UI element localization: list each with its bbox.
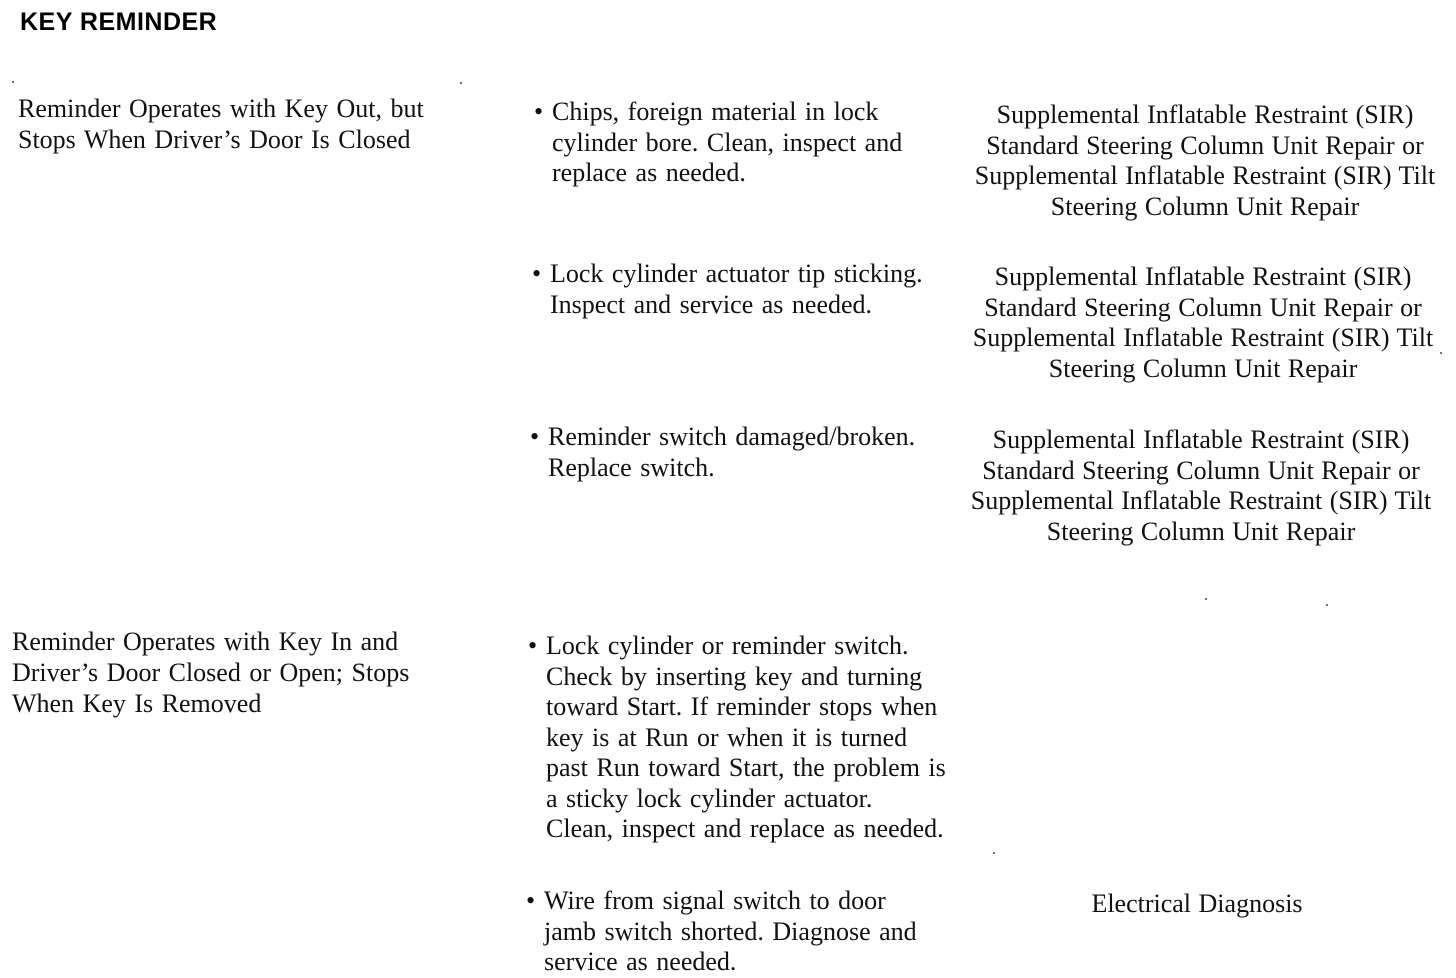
bullet: •: [526, 886, 536, 915]
cause-item: [530, 422, 950, 483]
cause-text: Lock cylinder actuator tip sticking. Inspect and service as needed.: [550, 259, 923, 319]
cause-item: [534, 97, 954, 189]
page-title: KEY REMINDER: [20, 8, 218, 36]
condition-text: Reminder Operates with Key In and Driver’s Door Closed or Open; Stops When Key Is Removed: [12, 627, 410, 718]
scan-speck: [1440, 352, 1442, 354]
condition-text: Reminder Operates with Key Out, but Stops When Driver’s Door Is Closed: [18, 94, 424, 154]
cause-text: Lock cylinder or reminder switch. Check by inserting key and turning toward Start. If reminder stops when key is at Run or when it is turned past Run toward Start, the problem is a sticky lock cylinder actuator. Clean, inspect and replace as needed.: [546, 631, 946, 843]
cause-text: Wire from signal switch to door jamb switch shorted. Diagnose and service as needed.: [544, 886, 917, 976]
cause-item: [532, 259, 952, 320]
bullet: •: [534, 97, 544, 126]
scan-speck: [460, 82, 462, 84]
reference-text: Supplemental Inflatable Restraint (SIR) Standard Steering Column Unit Repair or Supplemental Inflatable Restraint (SIR) Tilt Steering Column Unit Repair: [970, 425, 1432, 546]
scan-speck: [1326, 604, 1328, 606]
bullet: •: [532, 259, 542, 288]
reference-text: Electrical Diagnosis: [1091, 889, 1303, 918]
cause-text: Chips, foreign material in lock cylinder bore. Clean, inspect and replace as needed.: [552, 97, 903, 187]
cause-item: [528, 631, 948, 845]
scan-speck: [993, 852, 995, 854]
cause-text: Reminder switch damaged/broken. Replace switch.: [548, 422, 916, 482]
reference-text: Supplemental Inflatable Restraint (SIR) Standard Steering Column Unit Repair or Supplemental Inflatable Restraint (SIR) Tilt Steering Column Unit Repair: [974, 100, 1436, 221]
reference-text: Supplemental Inflatable Restraint (SIR) Standard Steering Column Unit Repair or Supplemental Inflatable Restraint (SIR) Tilt Steering Column Unit Repair: [972, 262, 1434, 383]
scan-speck: [1205, 598, 1207, 600]
bullet: •: [528, 631, 538, 660]
cause-item: [526, 886, 946, 978]
bullet: •: [530, 422, 540, 451]
scan-speck: [12, 81, 14, 83]
